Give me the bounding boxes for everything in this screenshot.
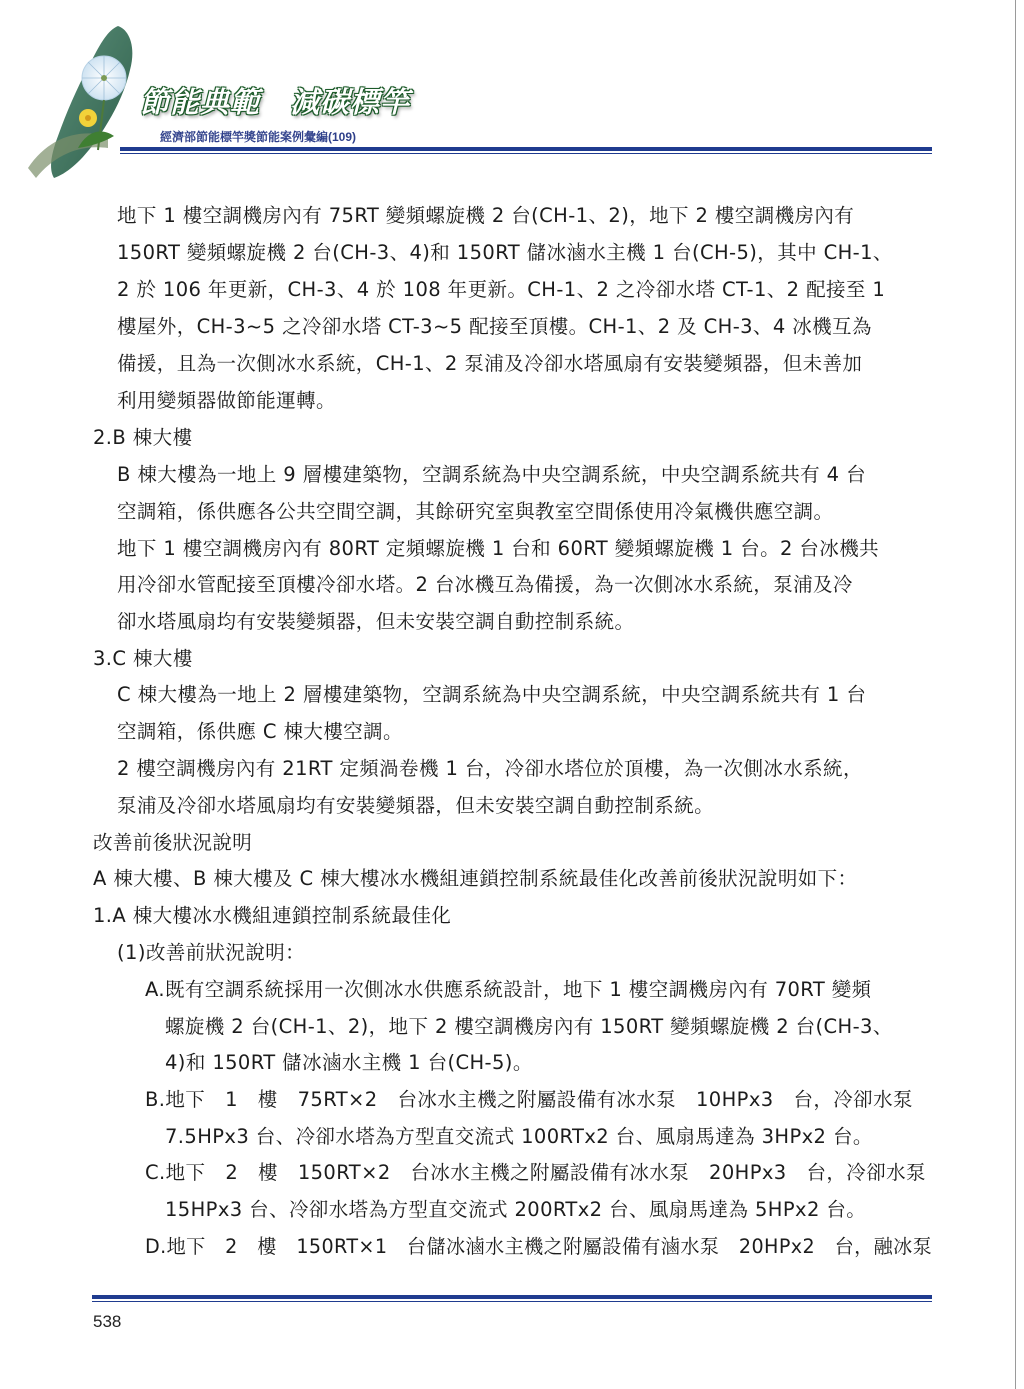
list-item: C.地下 2 樓 150RT×2 台冰水主機之附屬設備有冰水泵 20HPx3 台，冷卻水泵 [145,1161,926,1184]
list-item-continuation: 15HPx3 台、冷卻水塔為方型直交流式 200RTx2 台、風扇馬達為 5HPx2 台。 [165,1198,867,1221]
list-item-continuation: 7.5HPx3 台、冷卻水塔為方型直交流式 100RTx2 台、風扇馬達為 3HPx2 台。 [165,1125,873,1148]
paragraph-line: 利用變頻器做節能運轉。 [117,389,336,412]
paragraph-line: 地下 1 樓空調機房內有 80RT 定頻螺旋機 1 台和 60RT 變頻螺旋機 1 台。2 台冰機共 [117,537,880,560]
paragraph-line: B 棟大樓為一地上 9 層樓建築物，空調系統為中央空調系統，中央空調系統共有 4 台 [117,463,866,486]
section-heading: 改善前後狀況說明 [93,831,253,854]
list-item-continuation: 4)和 150RT 儲冰滷水主機 1 台(CH-5)。 [165,1051,533,1074]
paragraph-line: 樓屋外，CH-3~5 之冷卻水塔 CT-3~5 配接至頂樓。CH-1、2 及 CH-3、4 冰機互為 [117,315,872,338]
list-item: B.地下 1 樓 75RT×2 台冰水主機之附屬設備有冰水泵 10HPx3 台，冷卻水泵 [145,1088,913,1111]
header-rule-thin [120,153,932,154]
paragraph-line: 2 於 106 年更新，CH-3、4 於 108 年更新。CH-1、2 之冷卻水塔 CT-1、2 配接至 1 [117,278,886,301]
section-heading: 1.A 棟大樓冰水機組連鎖控制系統最佳化 [93,904,452,927]
paragraph-line: 地下 1 樓空調機房內有 75RT 變頻螺旋機 2 台(CH-1、2)，地下 2 樓空調機房內有 [117,204,855,227]
page-edge [1015,0,1016,1389]
paragraph-line: 備援，且為一次側冰水系統，CH-1、2 泵浦及冷卻水塔風扇有安裝變頻器，但未善加 [117,352,863,375]
paragraph-line: 空調箱，係供應各公共空間空調，其餘研究室與教室空間係使用冷氣機供應空調。 [117,500,834,523]
paragraph-line: 卻水塔風扇均有安裝變頻器，但未安裝空調自動控制系統。 [117,610,635,633]
list-item: D.地下 2 樓 150RT×1 台儲冰滷水主機之附屬設備有滷水泵 20HPx2 台，融冰泵 [145,1235,933,1258]
section-heading: 2.B 棟大樓 [93,426,193,449]
footer-rule-thick [92,1295,932,1299]
paragraph-line: 2 樓空調機房內有 21RT 定頻渦卷機 1 台，冷卻水塔位於頂樓，為一次側冰水系統， [117,757,863,780]
section-heading: 3.C 棟大樓 [93,647,193,670]
list-item-continuation: 螺旋機 2 台(CH-1、2)，地下 2 樓空調機房內有 150RT 變頻螺旋機 2 台(CH-3、 [165,1015,893,1038]
paragraph-line: 空調箱，係供應 C 棟大樓空調。 [117,720,403,743]
page-number: 538 [93,1312,122,1331]
header-rule-thick [120,147,932,151]
footer-rule-thin [92,1301,932,1302]
paragraph-line: A 棟大樓、B 棟大樓及 C 棟大樓冰水機組連鎖控制系統最佳化改善前後狀況說明如下： [93,867,858,890]
paragraph-line: 泵浦及冷卻水塔風扇均有安裝變頻器，但未安裝空調自動控制系統。 [117,794,715,817]
subsection-heading: (1)改善前狀況說明： [117,941,306,964]
series-subtitle: 經濟部節能標竿獎節能案例彙編(109) [160,130,357,144]
paragraph-line: 用冷卻水管配接至頂樓冷卻水塔。2 台冰機互為備援，為一次側冰水系統，泵浦及冷 [117,573,853,596]
paragraph-line: 150RT 變頻螺旋機 2 台(CH-3、4)和 150RT 儲冰滷水主機 1 台(CH-5)，其中 CH-1、 [117,241,893,264]
paragraph-line: C 棟大樓為一地上 2 層樓建築物，空調系統為中央空調系統，中央空調系統共有 1 台 [117,683,867,706]
list-item: A.既有空調系統採用一次側冰水供應系統設計，地下 1 樓空調機房內有 70RT 變頻 [145,978,872,1001]
series-title: 節能典範 減碳標竿 [140,85,411,119]
